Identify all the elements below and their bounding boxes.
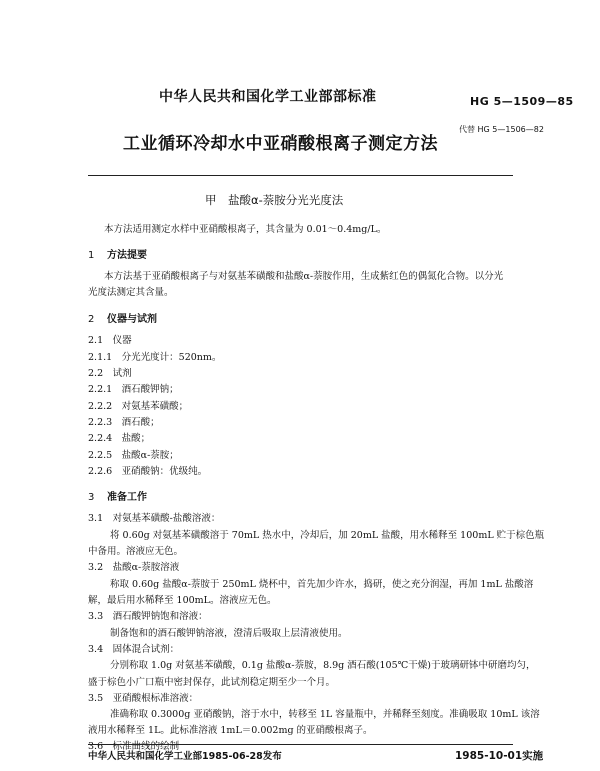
clause-item: 2.2.4 盐酸；: [88, 433, 151, 444]
clause-item: 2.2.5 盐酸α-萘胺；: [88, 450, 179, 461]
clause-heading: 3.2 盐酸α-萘胺溶液: [88, 562, 180, 573]
clause-item: 2.2.6 亚硝酸钠：优级纯。: [88, 466, 208, 477]
clause-heading: 3.1 对氨基苯磺酸-盐酸溶液：: [88, 513, 221, 524]
principle-text-line: 光度法测定其含量。: [88, 287, 174, 298]
clause-item: 2.2.3 酒石酸；: [88, 417, 160, 428]
clause-item: 2.2.1 酒石酸钾钠；: [88, 384, 179, 395]
section-heading-1: 1 方法提要: [88, 250, 147, 261]
clause-text-line: 中备用。溶液应无色。: [88, 546, 184, 557]
document-title: 工业循环冷却水中亚硝酸根离子测定方法: [123, 134, 438, 154]
clause-text-line: 解，最后用水稀释至 100mL。溶液应无色。: [88, 595, 277, 606]
scope-text: 本方法适用测定水样中亚硝酸根离子，其含量为 0.01～0.4mg/L。: [104, 224, 387, 235]
clause-text-line: 分别称取 1.0g 对氨基苯磺酸，0.1g 盐酸α-萘胺，8.9g 酒石酸(105℃干燥)于玻璃研钵中研磨均匀，: [110, 660, 536, 671]
principle-text-line: 本方法基于亚硝酸根离子与对氨基苯磺酸和盐酸α-萘胺作用，生成紫红色的偶氮化合物。以分光: [104, 271, 504, 282]
clause-heading: 3.4 固体混合试剂：: [88, 644, 180, 655]
approval-info: 中华人民共和国化学工业部1985-06-28发布: [88, 751, 282, 762]
clause-text-line: 将 0.60g 对氨基苯磺酸溶于 70mL 热水中，冷却后，加 20mL 盐酸，用水稀释至 100mL 贮于棕色瓶: [110, 530, 545, 541]
clause-item: 2.2 试剂: [88, 368, 132, 379]
clause-heading: 3.5 亚硝酸根标准溶液：: [88, 693, 199, 704]
clause-text-line: 液用水稀释至 1L。此标准溶液 1mL＝0.002mg 的亚硝酸根离子。: [88, 725, 373, 736]
header-divider: [88, 175, 513, 176]
footer-divider: [88, 744, 513, 745]
effective-date: 1985-10-01实施: [455, 750, 544, 762]
clause-item: 2.2.2 对氨基苯磺酸；: [88, 401, 189, 412]
section-heading-3: 3 准备工作: [88, 492, 147, 503]
clause-item: 2.1.1 分光光度计：520nm。: [88, 352, 222, 363]
method-title: 甲 盐酸α-萘胺分光光度法: [205, 193, 344, 207]
clause-item: 2.1 仪器: [88, 335, 132, 346]
standard-code: HG 5—1509—85: [470, 95, 574, 108]
replaces-standard: 代替 HG 5—1506—82: [459, 125, 544, 134]
clause-heading: 3.3 酒石酸钾钠饱和溶液：: [88, 611, 208, 622]
section-heading-2: 2 仪器与试剂: [88, 314, 157, 325]
clause-text-line: 准确称取 0.3000g 亚硝酸钠，溶于水中，转移至 1L 容量瓶中，并稀释至刻度。准确吸取 10mL 该溶: [110, 709, 540, 720]
clause-heading: 3.6 标准曲线的绘制: [88, 741, 180, 752]
clause-text-line: 制备饱和的酒石酸钾钠溶液，澄清后吸取上层清液使用。: [110, 628, 348, 639]
clause-text-line: 盛于棕色小广口瓶中密封保存，此试剂稳定期至少一个月。: [88, 677, 336, 688]
clause-text-line: 称取 0.60g 盐酸α-萘胺于 250mL 烧杯中，首先加少许水，捣研，使之充分润湿，再加 1mL 盐酸溶: [110, 579, 534, 590]
issuing-organization: 中华人民共和国化学工业部部标准: [159, 89, 377, 105]
